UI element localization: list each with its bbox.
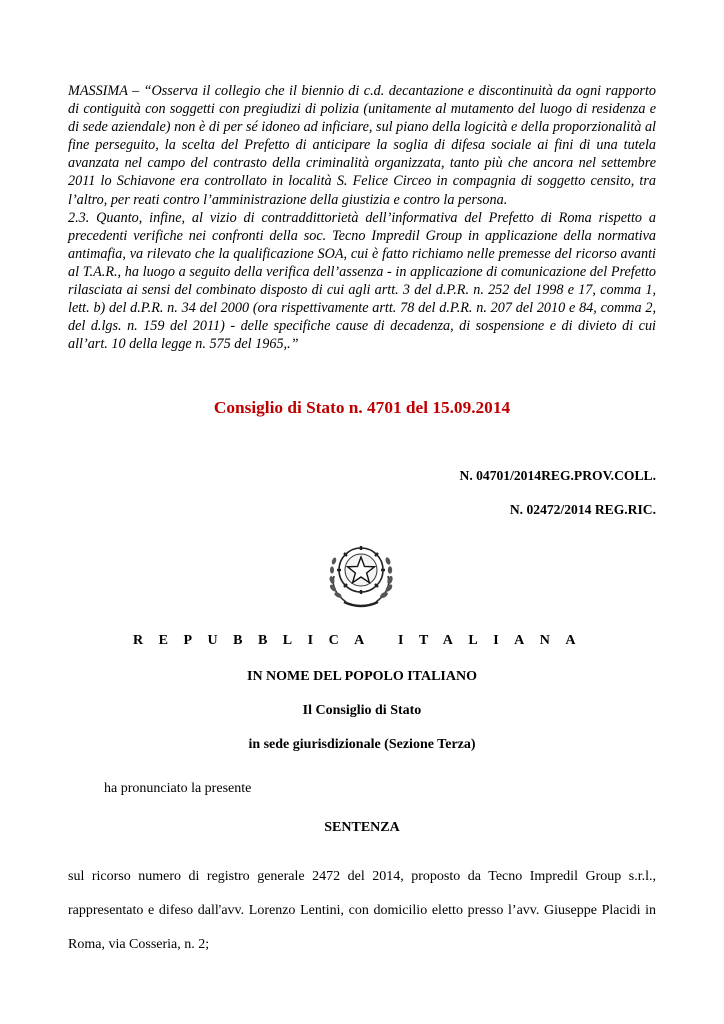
reg-prov-number: N. 04701/2014REG.PROV.COLL. (459, 468, 656, 483)
massima-paragraph-2: 2.3. Quanto, infine, al vizio di contraddittorietà dell’informativa del Prefetto di Roma rispetto a precedenti verifiche nei confronti della soc. Tecno Impredil Group in applicazione della normativa antimafia, va rilevato che la qualificazione SOA, cui è fatto richiamo nelle premesse del ricorso avanti al T.A.R., ha luogo a seguito della verifica dell’assenza - in applicazione di comunicazione del Prefetto rilasciata ai sensi del combinato disposto di cui agli artt. 3 del d.P.R. n. 252 del 1998 e 17, comma 1, lett. b) del d.P.R. n. 34 del 2000 (ora rispettivamente artt. 78 del d.P.R. n. 207 del 2010 e 84, comma 2, del d.lgs. n. 159 del 2011) - delle specifiche cause di decadenza, di sospensione e di divieto di cui all’art. 10 della legge n. 575 del 1965,.” (68, 209, 656, 353)
body-text (68, 860, 656, 962)
decision-heading: Consiglio di Stato n. 4701 del 15.09.2014 (213, 398, 511, 417)
court-name: Il Consiglio di Stato (302, 703, 422, 718)
pronunciato-text: ha pronunciato la presente (104, 781, 252, 796)
massima-block (68, 82, 656, 353)
body-paragraph: sul ricorso numero di registro generale 2472 del 2014, proposto da Tecno Impredil Group s.r.l., rappresentato e difeso dall'avv. Lorenzo Lentini, con domicilio eletto presso l’avv. Giuseppe Placidi in Roma, via Cosseria, n. 2; (68, 869, 656, 952)
court-section: in sede giurisdizionale (Sezione Terza) (248, 737, 476, 752)
republic-title: REPUBBLICA ITALIANA (133, 633, 591, 648)
massima-paragraph: MASSIMA – “Osserva il collegio che il biennio di c.d. decantazione e discontinuità da ogni rapporto di contiguità con soggetti con pregiudizi di polizia (unitamente al mutamento del luogo di residenza e di sede aziendale) non è di per sé idoneo ad inficiare, sul piano della logicità e della proporzionalità al fine perseguito, la scelta del Prefetto di anticipare la soglia di difesa sociale ai fini di una tutela avanzata nel campo del contrasto della criminalità organizzata, tanto più che ancora nel settembre 2011 lo Schiavone era controllato in località S. Felice Circeo in compagnia di soggetto censito, tra l’altro, per reati contro l’amministrazione della giustizia e contro la persona. (68, 83, 656, 208)
italian-republic-emblem-icon (320, 530, 402, 612)
in-nome-del-popolo: IN NOME DEL POPOLO ITALIANO (247, 669, 477, 684)
reg-ric-number: N. 02472/2014 REG.RIC. (509, 502, 656, 517)
sentenza-title: SENTENZA (324, 820, 400, 835)
